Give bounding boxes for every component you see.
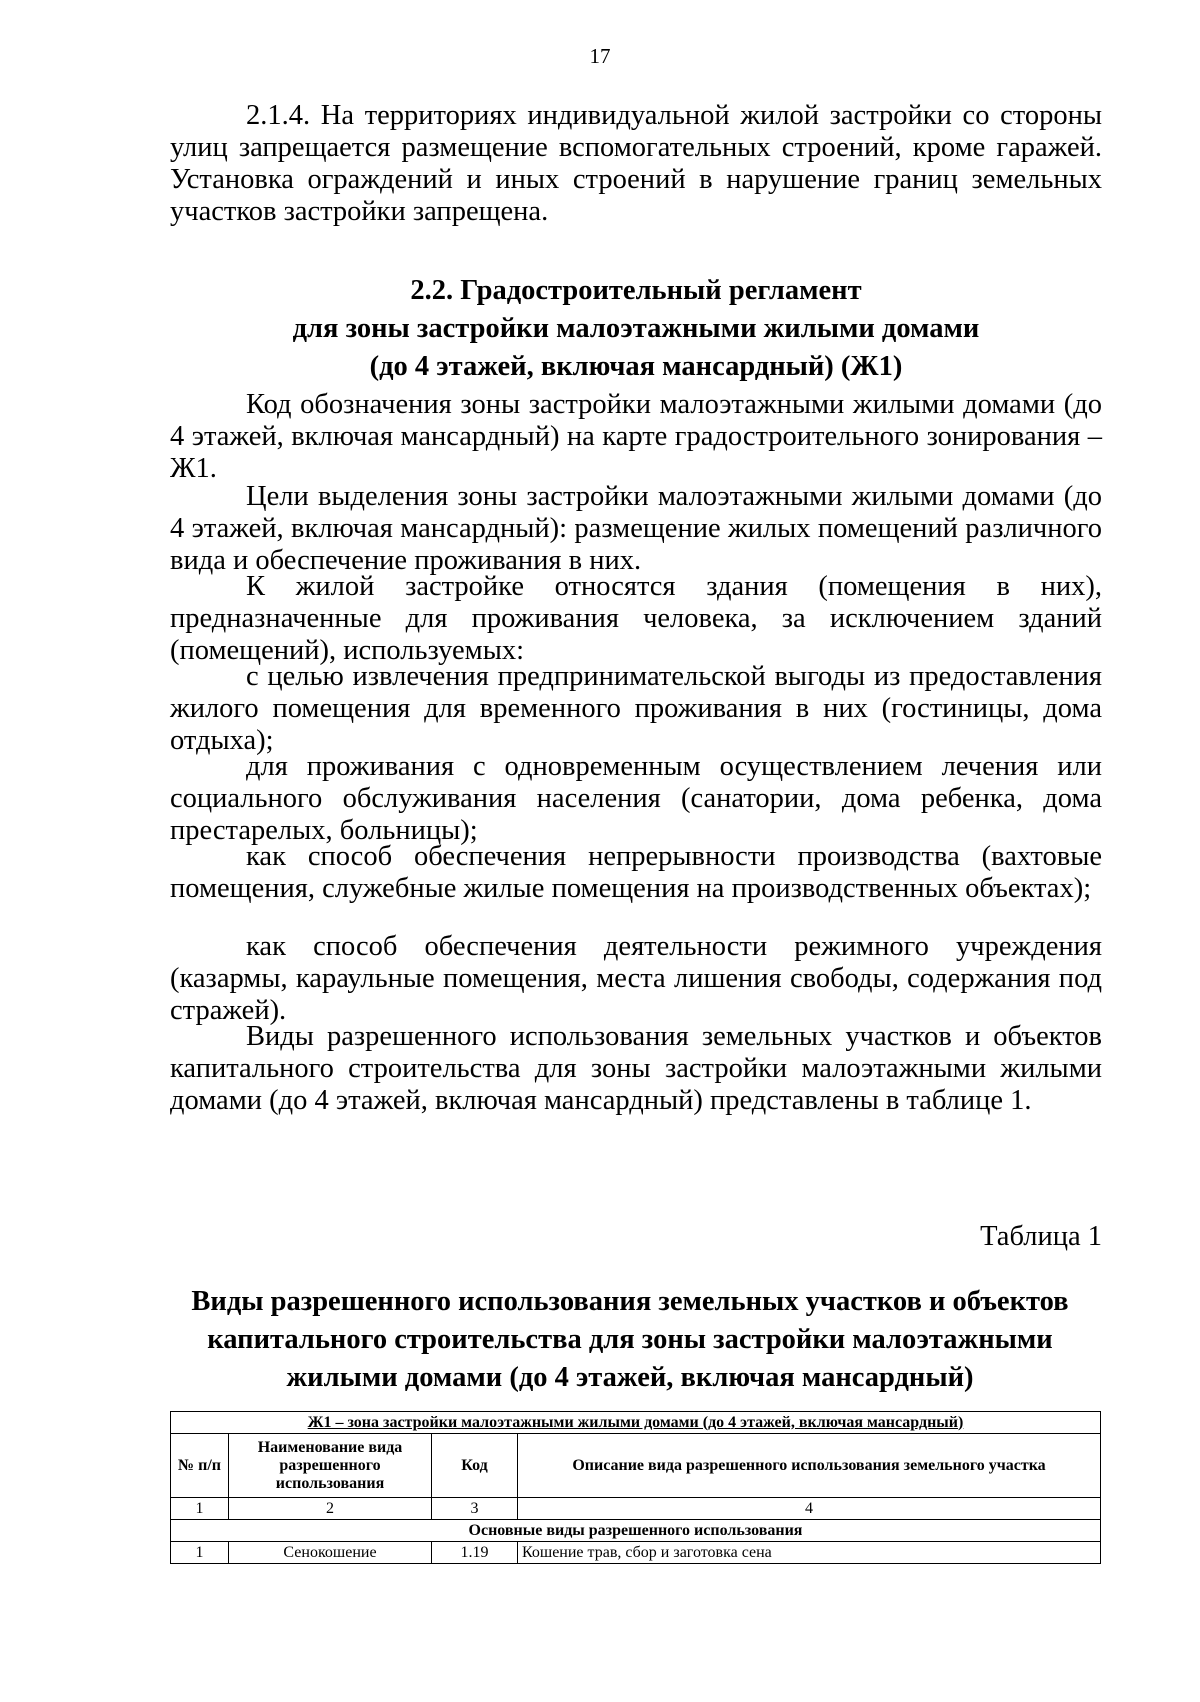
col-number-cell: 4 bbox=[518, 1498, 1101, 1520]
paragraph-2-1-4: 2.1.4. На территориях индивидуальной жилой застройки со стороны улиц запрещается размещение вспомогательных строений, кроме гаражей. Установка ограждений и иных строений в нарушение границ земельных участков застройки запрещена. bbox=[170, 100, 1102, 227]
col-number-cell: 3 bbox=[432, 1498, 518, 1520]
paragraph-exception-treatment: для проживания с одновременным осуществлением лечения или социального обслуживания населения (санатории, дома ребенка, дома престарелых, больницы); bbox=[170, 751, 1102, 846]
col-header-number: № п/п bbox=[171, 1434, 229, 1498]
page-number: 17 bbox=[589, 44, 611, 68]
paragraph-exception-profit: с целью извлечения предпринимательской выгоды из предоставления жилого помещения для временного проживания в них (гостиницы, дома отдыха); bbox=[170, 661, 1102, 756]
row-name: Сенокошение bbox=[229, 1542, 432, 1564]
zone-header-cell: Ж1 – зона застройки малоэтажными жилыми домами (до 4 этажей, включая мансардный) bbox=[171, 1412, 1101, 1434]
paragraph-zone-code: Код обозначения зоны застройки малоэтажными жилыми домами (до 4 этажей, включая мансардный) на карте градостроительного зонирования – Ж1. bbox=[170, 389, 1102, 484]
paragraph-permitted-uses: Виды разрешенного использования земельных участков и объектов капитального строительства для зоны застройки малоэтажными жилыми домами (до 4 этажей, включая мансардный) представлены в таблице 1. bbox=[170, 1021, 1102, 1116]
section-title-line-3: (до 4 этажей, включая мансардный) (Ж1) bbox=[369, 351, 903, 382]
row-number: 1 bbox=[171, 1542, 229, 1564]
col-header-name: Наименование вида разрешенного использования bbox=[229, 1434, 432, 1498]
col-header-description: Описание вида разрешенного использования земельного участка bbox=[518, 1434, 1101, 1498]
paragraph-exception-regime: как способ обеспечения деятельности режимного учреждения (казармы, караульные помещения, места лишения свободы, содержания под стражей). bbox=[170, 931, 1102, 1026]
col-header-code: Код bbox=[432, 1434, 518, 1498]
col-number-cell: 1 bbox=[171, 1498, 229, 1520]
table-title-line-3: жилыми домами (до 4 этажей, включая мансардный) bbox=[286, 1362, 974, 1393]
section-basic-uses: Основные виды разрешенного использования bbox=[171, 1520, 1101, 1542]
col-number-cell: 2 bbox=[229, 1498, 432, 1520]
row-description: Кошение трав, сбор и заготовка сена bbox=[518, 1542, 1101, 1564]
section-title bbox=[160, 272, 1112, 386]
section-title-line-2: для зоны застройки малоэтажными жилыми домами bbox=[292, 313, 980, 344]
table-row bbox=[171, 1542, 1101, 1564]
row-code: 1.19 bbox=[432, 1542, 518, 1564]
table-title bbox=[150, 1283, 1110, 1397]
permitted-uses-table bbox=[170, 1411, 1101, 1564]
paragraph-exception-production: как способ обеспечения непрерывности производства (вахтовые помещения, служебные жилые помещения на производственных объектах); bbox=[170, 841, 1102, 904]
section-title-line-1: 2.2. Градостроительный регламент bbox=[410, 275, 862, 306]
table-caption: Таблица 1 bbox=[980, 1221, 1102, 1252]
table-title-line-2: капитального строительства для зоны застройки малоэтажными bbox=[207, 1324, 1053, 1355]
paragraph-residential-definition: К жилой застройке относятся здания (помещения в них), предназначенные для проживания человека, за исключением зданий (помещений), используемых: bbox=[170, 571, 1102, 666]
paragraph-zone-goals: Цели выделения зоны застройки малоэтажными жилыми домами (до 4 этажей, включая мансардный): размещение жилых помещений различного вида и обеспечение проживания в них. bbox=[170, 481, 1102, 576]
table-title-line-1: Виды разрешенного использования земельных участков и объектов bbox=[191, 1286, 1069, 1317]
